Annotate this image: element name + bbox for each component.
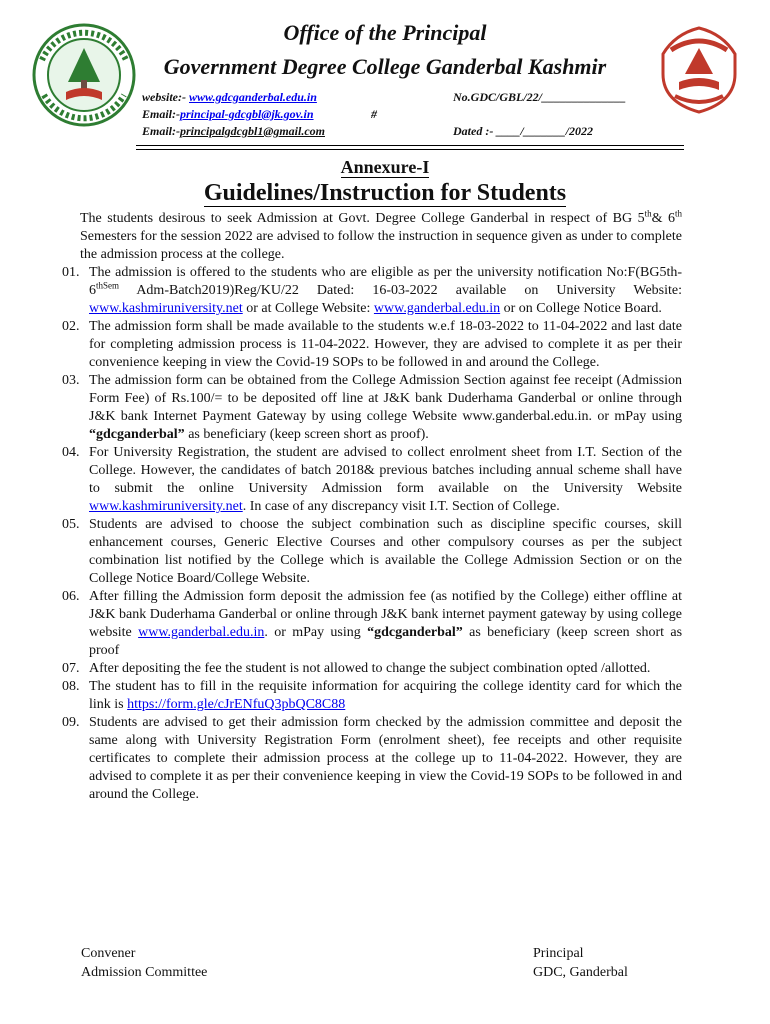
college-website-link[interactable]: www.ganderbal.edu.in xyxy=(138,625,265,640)
list-item: 08. The student has to fill in the requisite information for acquiring the college identity card for which the link is https://form.gle/cJrENfuQ3pbQC8C88 xyxy=(62,679,682,712)
website-link[interactable]: www.gdcganderbal.edu.in xyxy=(189,90,317,104)
college-title: Government Degree College Ganderbal Kashmir xyxy=(163,54,607,79)
convener-signature: Convener Admission Committee xyxy=(81,946,208,980)
header-divider-2 xyxy=(136,149,684,150)
email-link-2[interactable]: principalgdcgbl1@gmail.com xyxy=(180,124,325,138)
office-title: Office of the Principal xyxy=(283,20,487,45)
email-link-1[interactable]: principal-gdcgbl@jk.gov.in xyxy=(180,107,314,121)
email-line-2: Email:-principalgdcgbl1@gmail.com xyxy=(142,124,325,138)
identity-card-form-link[interactable]: https://form.gle/cJrENfuQ3pbQC8C88 xyxy=(127,697,346,712)
annexure-title: Annexure-I xyxy=(340,157,430,177)
website-line: website:- www.gdcganderbal.edu.in xyxy=(142,90,317,104)
list-item: 01. The admission is offered to the students who are eligible as per the university notification $No:F(BG5th-6^{thSem}$ Adm-Batch2019)Reg/KU/22 Dated: 16-03-2022 available on University Website: www.kashmiruniversity.net or at College Website: www.ganderbal.edu.in or on College Notice Board. xyxy=(62,265,682,316)
dated-field: Dated :- ____/_______/2022 xyxy=(453,124,593,138)
list-item: 09. Students are advised to get their admission form checked by the admission committee and deposit the same along with University Registration Form (enrolment sheet), fee receipts and other requisite certificates to complete their admission process at the college up to 11-04-2022. However, they are advised to complete it as per their convenience keeping in view the Covid-19 SOPs to be followed in and around the College. xyxy=(62,715,682,802)
list-item: 06. After filling the Admission form deposit the admission fee (as notified by the College) either offline at J&K bank Duderhama Ganderbal or online through J&K bank internet payment gateway by using college website www.ganderbal.edu.in. or mPay using “gdcganderbal” as beneficiary (keep screen short as proof xyxy=(62,589,683,658)
hash-mark: # xyxy=(371,107,377,121)
college-website-link[interactable]: www.ganderbal.edu.in xyxy=(373,301,501,316)
intro-paragraph: The students desirous to seek Admission at Govt. Degree College Ganderbal in respect of BG 5th& 6th Semesters for the session 2022 are advised to follow the instruction in sequence given as under to complete the admission process at the college. xyxy=(80,208,683,262)
list-item: 07. After depositing the fee the student is not allowed to change the subject combination opted /allotted. xyxy=(62,661,651,676)
list-item: 03. The admission form can be obtained from the College Admission Section against fee receipt (Admission Form Fee) of Rs.100/= to be deposited off line at J&K bank Duderhama Ganderbal or online through J&K bank Internet Payment Gateway by using college Website www.ganderbal.edu.in. or mPay using “gdcganderbal” as beneficiary (keep screen short as proof). xyxy=(62,373,682,442)
principal-signature: Principal GDC, Ganderbal xyxy=(533,946,628,980)
list-item: 04. For University Registration, the student are advised to collect enrolment sheet from I.T. Section of the College. However, the candidates of batch 2018& previous batches including annual scheme shall have to submit the online University Admission form available on the University Website www.kashmiruniversity.net. In case of any discrepancy visit I.T. Section of College. xyxy=(62,445,682,514)
list-item: 02. The admission form shall be made available to the students w.e.f 18-03-2022 to 11-04-2022 and last date for completing admission process is 11-04-2022. However, they are advised to complete it as per their convenience keeping in view the Covid-19 SOPs to be followed in and around the College. xyxy=(62,319,682,370)
kashmir-university-link[interactable]: www.kashmiruniversity.net xyxy=(89,499,243,514)
header-divider xyxy=(136,145,684,146)
document-body xyxy=(62,210,682,804)
kashmir-university-link[interactable]: www.kashmiruniversity.net xyxy=(89,301,243,316)
guidelines-heading: Guidelines/Instruction for Students xyxy=(203,180,567,206)
email-line-1: Email:-principal-gdcgbl@jk.gov.in xyxy=(142,107,314,121)
list-item: 05. Students are advised to choose the subject combination such as discipline specific courses, skill enhancement courses, Generic Elective Courses and other compulsory courses as per the subject combination list notified by the College which is available the College Admission Section or on the College Notice Board/College Website. xyxy=(62,517,682,586)
reference-number: No.GDC/GBL/22/______________ xyxy=(453,90,627,104)
